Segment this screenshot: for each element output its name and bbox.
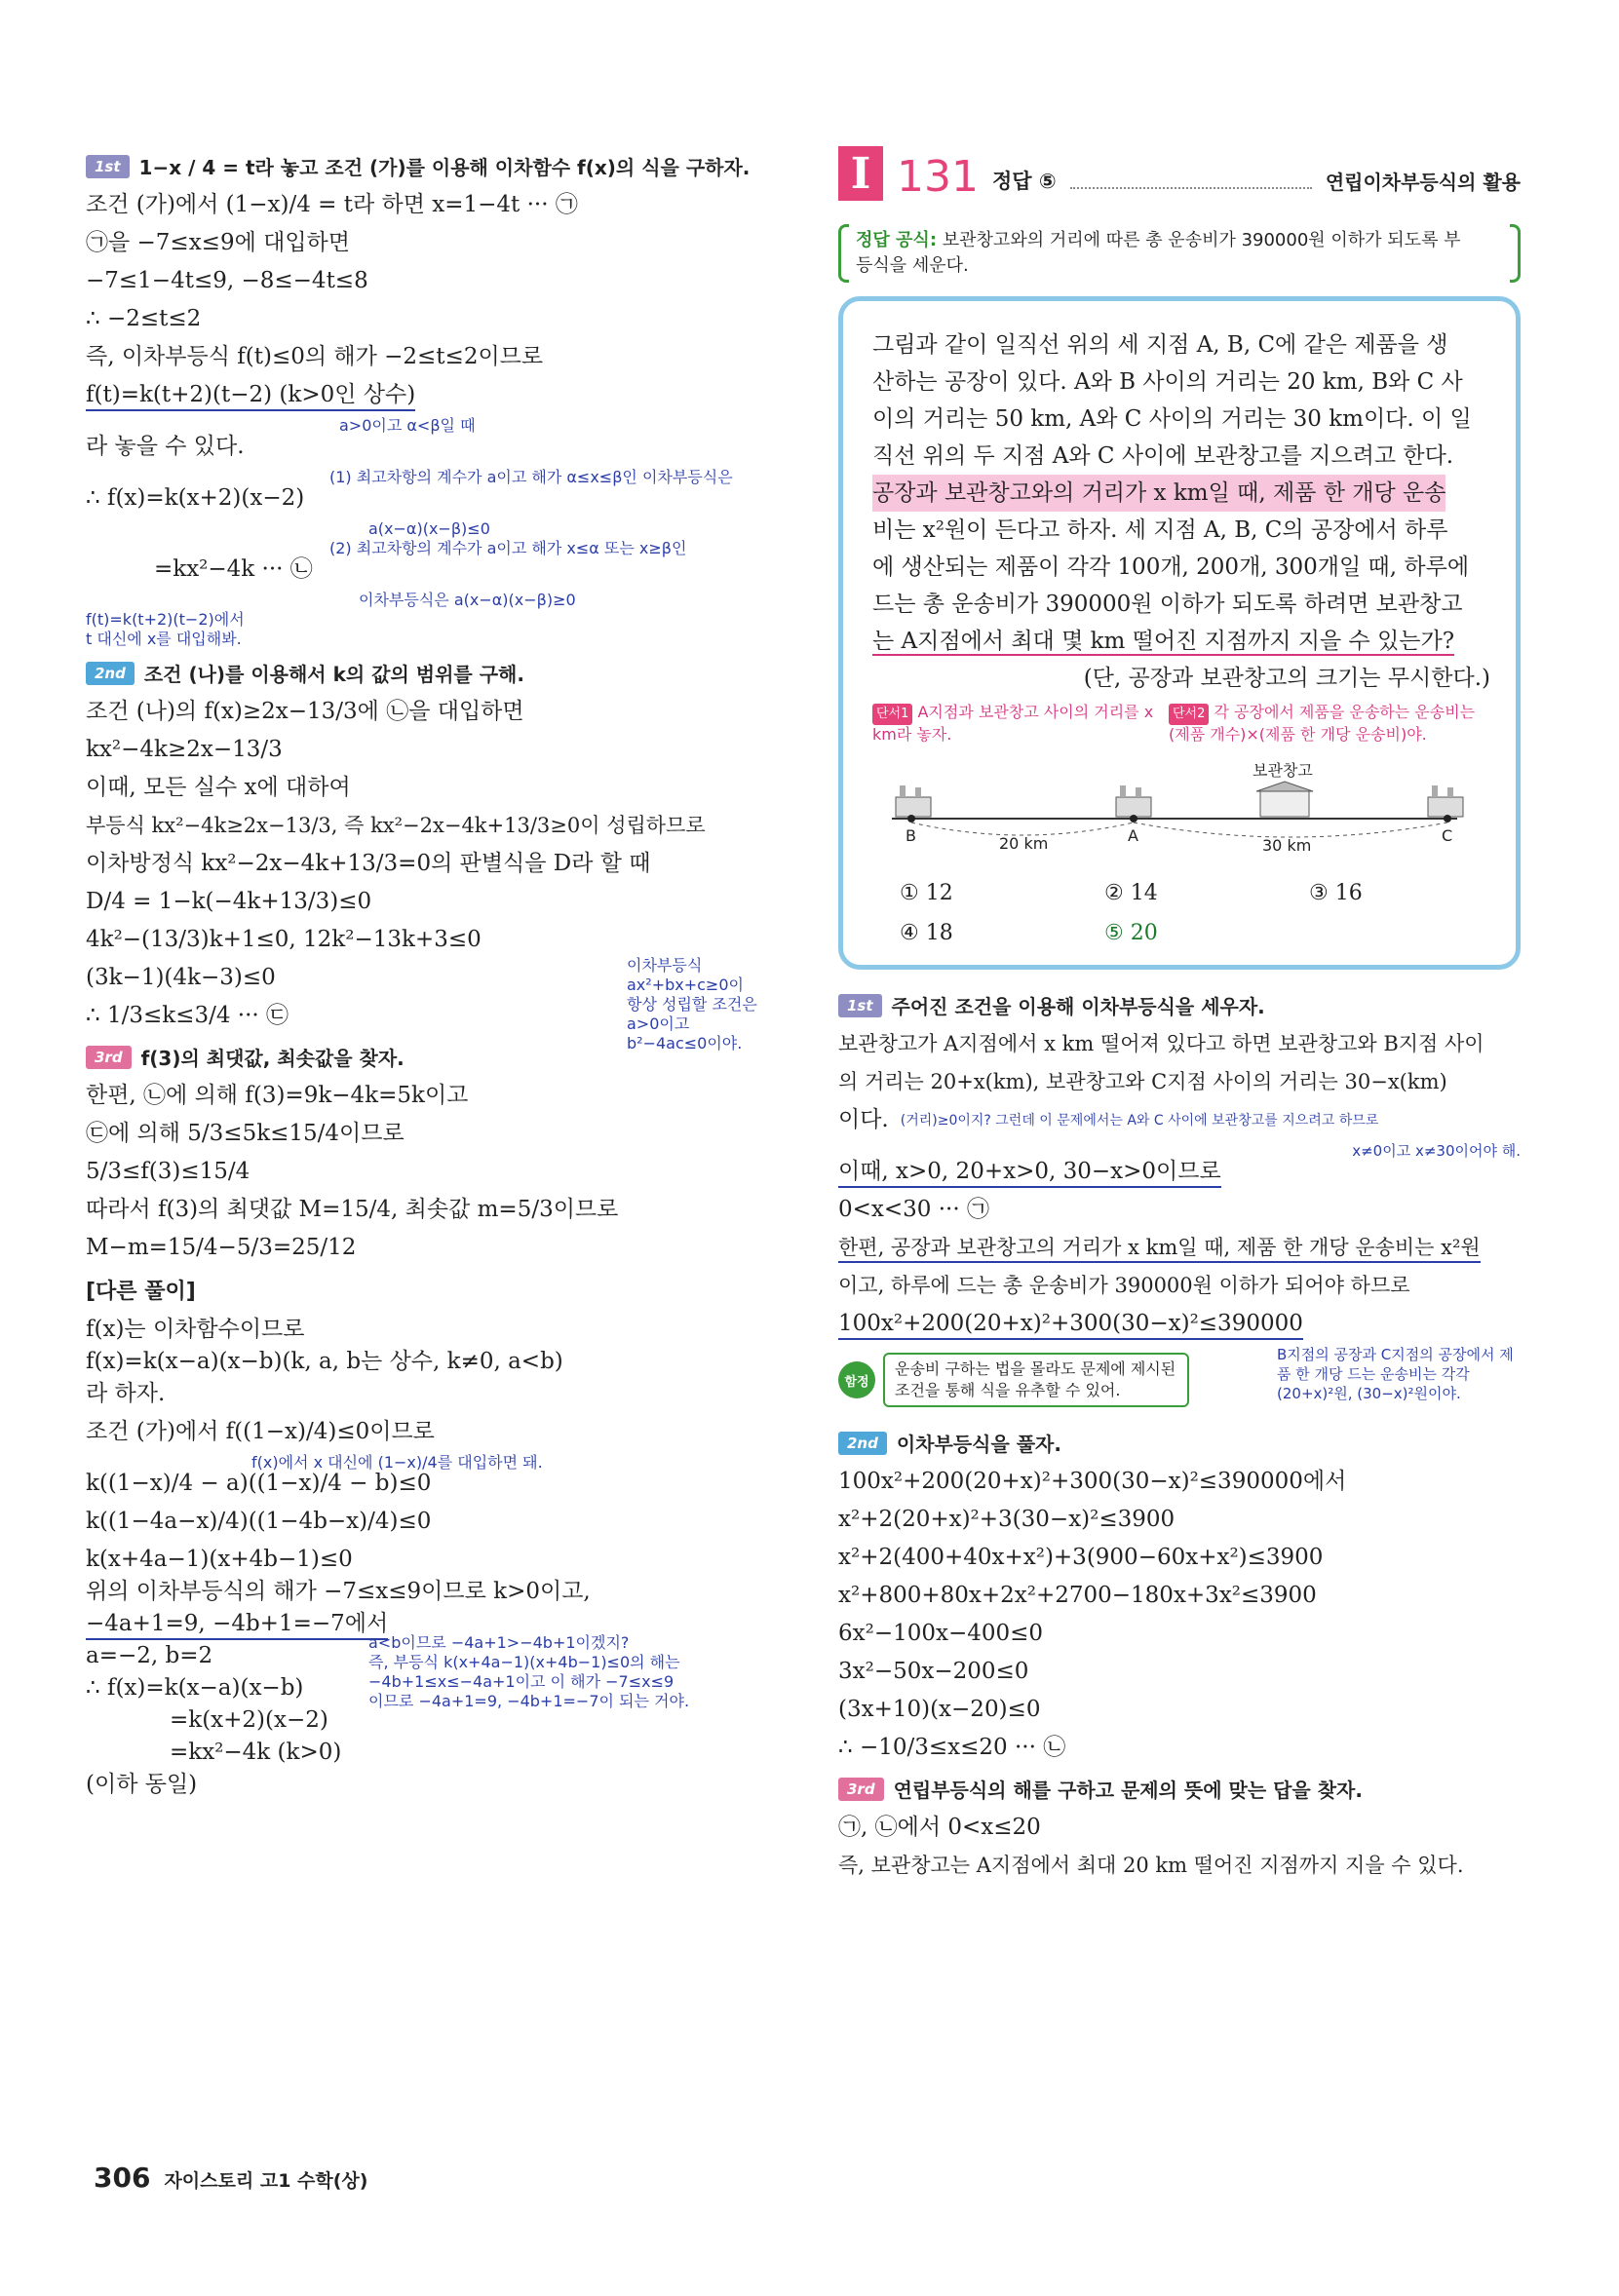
solution-line: (이하 동일) [86, 1772, 198, 1797]
solution-line: x²+800+80x+2x²+2700−180x+3x²≤3900 [838, 1583, 1317, 1608]
solution-line [86, 384, 788, 406]
solution-line: =kx²−4k ··· ㉡ [154, 556, 313, 582]
problem-box [838, 296, 1521, 970]
step-text: 연립부등식의 해를 구하고 문제의 뜻에 맞는 답을 찾자. [893, 1779, 1363, 1802]
solution-line: f(x)는 이차함수이므로 [86, 1317, 305, 1342]
left-column [86, 146, 788, 1806]
step-badge: 2nd [838, 1432, 887, 1455]
label-a: A [1128, 826, 1138, 845]
hint-2 [1169, 703, 1490, 745]
label-b: B [906, 826, 916, 845]
solution-line [838, 1313, 1521, 1335]
solution-line: x²+2(400+40x+x²)+3(900−60x+x²)≤3900 [838, 1545, 1324, 1570]
solution-line: 4k²−(13/3)k+1≤0, 12k²−13k+3≤0 [86, 927, 482, 952]
annotation-note: a>0이고 [627, 1014, 690, 1033]
solution-line: 따라서 f(3)의 최댓값 M=15/4, 최솟값 m=5/3이므로 [86, 1197, 619, 1222]
solution-line [838, 1109, 1521, 1131]
solution-line: D/4 = 1−k(−4k+13/3)≤0 [86, 889, 372, 914]
solution-line: ㉠을 −7≤x≤9에 대입하면 [86, 230, 350, 255]
solution-line: a=−2, b=2 [86, 1643, 213, 1668]
underlined-expression: 한편, 공장과 보관창고의 거리가 x km일 때, 제품 한 개당 운송비는 x²원 [838, 1236, 1481, 1263]
solution-lines-2 [86, 699, 788, 1052]
solution-line: ∴ 1/3≤k≤3/4 ··· ㉢ [86, 1003, 289, 1028]
page-number: 306 [94, 2162, 151, 2194]
solution-line: x²+2(20+x)²+3(30−x)²≤3900 [838, 1507, 1176, 1532]
annotation-note: a<b이므로 −4a+1>−4b+1이겠지? [368, 1633, 630, 1652]
problem-line: 드는 총 운송비가 390000원 이하가 되도록 하려면 보관창고 [872, 592, 1463, 617]
label-c: C [1442, 826, 1453, 845]
solution-line: 위의 이차부등식의 해가 −7≤x≤9이므로 k>0이고, [86, 1579, 591, 1604]
underlined-expression: 이때, x>0, 20+x>0, 30−x>0이므로 [838, 1159, 1221, 1188]
choice-list [872, 881, 1490, 945]
solution-line: k((1−4a−x)/4)((1−4b−x)/4)≤0 [86, 1509, 432, 1534]
solution-line: ∴ f(x)=k(x−a)(x−b) [86, 1675, 304, 1701]
formula-text: 등식을 세운다. [856, 255, 969, 276]
hint-row [872, 703, 1490, 745]
tip-row [838, 1345, 1521, 1423]
solution-line: f(x)=k(x−a)(x−b)(k, a, b는 상수, k≠0, a<b) [86, 1349, 563, 1374]
annotation-note: B지점의 공장과 C지점의 공장에서 제품 한 개당 드는 운송비는 각각 (20+x)²원, (30−x)²원이야. [1277, 1346, 1514, 1402]
annotation-note: x≠0이고 x≠30이어야 해. [1352, 1142, 1521, 1160]
solution-lines-r3 [838, 1817, 1521, 1877]
annotation-note: a>0이고 α<β일 때 [339, 416, 476, 435]
problem-line: (단, 공장과 보관창고의 크기는 무시한다.) [1083, 666, 1490, 691]
factory-diagram [872, 758, 1490, 865]
alt-final-block [86, 1633, 788, 1797]
point-c [1444, 815, 1451, 823]
formula-label: 정답 공식: [856, 230, 938, 250]
problem-line-underlined: 는 A지점에서 최대 몇 km 떨어진 지점까지 지을 수 있는가? [872, 629, 1455, 654]
solution-text: 이다. [838, 1107, 889, 1132]
solution-line: ∴ −10/3≤x≤20 ··· ㉡ [838, 1735, 1066, 1760]
right-column [838, 146, 1521, 1893]
step-text: 1−x / 4 = t라 놓고 조건 (가)를 이용해 이차함수 f(x)의 식을 구하자. [138, 156, 751, 179]
annotation-note: 항상 성립할 조건은 [627, 995, 757, 1014]
solution-line: 5/3≤f(3)≤15/4 [86, 1159, 251, 1184]
solution-line: 즉, 이차부등식 f(t)≤0의 해가 −2≤t≤2이므로 [86, 344, 544, 369]
arc-ac [1134, 823, 1447, 837]
diagram-svg [872, 758, 1477, 865]
step-1-heading [838, 991, 1521, 1019]
alternative-solution-title: [다른 풀이] [86, 1280, 196, 1304]
point-a [1130, 815, 1137, 823]
solution-line: 한편, ㉡에 의해 f(3)=9k−4k=5k이고 [86, 1083, 469, 1108]
solution-line [838, 1237, 1521, 1259]
solution-line: (3k−1)(4k−3)≤0 [86, 965, 276, 990]
choice-3[interactable]: ③ 16 [1309, 881, 1363, 905]
solution-line: ∴ f(x)=k(x+2)(x−2) [86, 485, 305, 511]
problem-line: 이의 거리는 50 km, A와 C 사이의 거리는 30 km이다. 이 일 [872, 406, 1472, 432]
solution-line: −7≤1−4t≤9, −8≤−4t≤8 [86, 268, 368, 293]
solution-line: k(x+4a−1)(x+4b−1)≤0 [86, 1547, 353, 1572]
step-badge: 2nd [86, 662, 135, 685]
hint-text: A지점과 보관창고 사이의 거리를 x km라 놓자. [872, 703, 1154, 744]
choice-1[interactable]: ① 12 [900, 881, 953, 905]
solution-line: 라 하자. [86, 1381, 166, 1406]
hint-text: 각 공장에서 제품을 운송하는 운송비는 (제품 개수)×(제품 한 개당 운송비)야. [1169, 703, 1476, 744]
step-badge: 1st [86, 155, 130, 178]
annotation-group [627, 956, 757, 1053]
trap-badge: 함정 [838, 1361, 875, 1398]
underlined-expression: f(t)=k(t+2)(t−2) (k>0인 상수) [86, 382, 415, 411]
problem-line: 산하는 공장이 있다. A와 B 사이의 거리는 20 km, B와 C 사 [872, 369, 1463, 395]
solution-line: 의 거리는 20+x(km), 보관창고와 C지점 사이의 거리는 30−x(km) [838, 1070, 1447, 1093]
underlined-expression: 100x²+200(20+x)²+300(30−x)²≤390000 [838, 1311, 1303, 1340]
solution-line: ㉠, ㉡에서 0<x≤20 [838, 1815, 1041, 1840]
solution-line: (3x+10)(x−20)≤0 [838, 1697, 1041, 1722]
annotation-note: t 대신에 x를 대입해봐. [86, 630, 242, 648]
step-badge: 1st [838, 994, 882, 1017]
point-b [907, 815, 915, 823]
trap-text: 운송비 구하는 법을 몰라도 문제에 제시된 조건을 통해 식을 유추할 수 있어. [883, 1353, 1189, 1407]
problem-number: 131 [897, 152, 979, 202]
warehouse-icon [1256, 782, 1313, 817]
hint-tag: 단서2 [1169, 704, 1209, 725]
book-title: 자이스토리 고1 수학(상) [164, 2170, 368, 2192]
annotation-note: f(t)=k(t+2)(t−2)에서 [86, 610, 245, 629]
solution-line: 즉, 보관창고는 A지점에서 최대 20 km 떨어진 지점까지 지을 수 있다. [838, 1854, 1464, 1877]
factory-icon [896, 785, 931, 817]
solution-line: 3x²−50x−200≤0 [838, 1659, 1029, 1684]
page-footer [94, 2162, 367, 2194]
underlined-expression: −4a+1=9, −4b+1=−7에서 [86, 1611, 388, 1640]
annotation-note: a(x−α)(x−β)≤0 [368, 519, 490, 538]
answer-label: 정답 ⑤ [991, 170, 1057, 193]
solution-line: 라 놓을 수 있다. [86, 434, 245, 459]
step-text: 조건 (나)를 이용해서 k의 값의 범위를 구해. [143, 663, 524, 686]
annotation-note: ax²+bx+c≥0이 [627, 976, 744, 994]
annotation-group [368, 1633, 689, 1711]
trap-tip [838, 1353, 1189, 1407]
step-badge: 3rd [838, 1778, 884, 1801]
solution-line: 부등식 kx²−4k≥2x−13/3, 즉 kx²−2x−4k+13/3≥0이 성립하므로 [86, 814, 706, 837]
annotation-note: 이차부등식은 a(x−α)(x−β)≥0 [359, 591, 576, 609]
problem-line: 에 생산되는 제품이 각각 100개, 200개, 300개일 때, 하루에 [872, 555, 1470, 580]
solution-line: 조건 (나)의 f(x)≥2x−13/3에 ㉡을 대입하면 [86, 699, 524, 724]
solution-line: kx²−4k≥2x−13/3 [86, 737, 283, 762]
solution-line: =k(x+2)(x−2) [170, 1707, 328, 1733]
annotation-note: 이므로 −4a+1=9, −4b+1=−7이 되는 거야. [368, 1692, 690, 1710]
problem-line: 직선 위의 두 지점 A와 C 사이에 보관창고를 지으려고 한다. [872, 443, 1454, 469]
solution-line: ㉢에 의해 5/3≤5k≤15/4이므로 [86, 1121, 405, 1146]
step-1-heading [86, 152, 788, 180]
answer-formula-box [838, 224, 1521, 283]
solution-line: M−m=15/4−5/3=25/12 [86, 1235, 357, 1260]
annotation-note: 이차부등식 [627, 956, 703, 975]
annotation-note: −4b+1≤x≤−4a+1이고 이 해가 −7≤x≤9 [368, 1672, 675, 1691]
step-2-heading [86, 659, 788, 687]
hint-tag: 단서1 [872, 704, 912, 725]
step-3-heading [838, 1775, 1521, 1803]
problem-line: 비는 x²원이 든다고 하자. 세 지점 A, B, C의 공장에서 하루 [872, 517, 1448, 543]
leader-dots [1070, 187, 1312, 189]
solution-line: 이차방정식 kx²−2x−4k+13/3=0의 판별식을 D라 할 때 [86, 851, 651, 876]
solution-lines-3 [86, 1085, 788, 1259]
solution-line: k((1−x)/4 − a)((1−x)/4 − b)≤0 [86, 1471, 432, 1496]
factory-icon [1428, 785, 1463, 817]
choice-5-correct[interactable]: ⑤ 20 [1104, 921, 1158, 945]
solution-line: 조건 (가)에서 (1−x)/4 = t라 하면 x=1−4t ··· ㉠ [86, 192, 578, 217]
hint-1 [872, 703, 1155, 745]
solution-line: 100x²+200(20+x)²+300(30−x)²≤390000에서 [838, 1469, 1347, 1494]
solution-line: 이고, 하루에 드는 총 운송비가 390000원 이하가 되어야 하므로 [838, 1274, 1410, 1297]
annotation-note: 즉, 부등식 k(x+4a−1)(x+4b−1)≤0의 해는 [368, 1653, 680, 1671]
distance-ba: 20 km [999, 834, 1049, 853]
annotation-note: b²−4ac≤0이야. [627, 1034, 743, 1052]
step-text: 이차부등식을 풀자. [896, 1433, 1061, 1456]
solution-line [838, 1161, 1521, 1183]
step-text: 주어진 조건을 이용해 이차부등식을 세우자. [891, 995, 1265, 1018]
choice-4[interactable]: ④ 18 [900, 921, 953, 945]
solution-line: 이때, 모든 실수 x에 대하여 [86, 775, 351, 800]
annotation-note: f(x)에서 x 대신에 (1−x)/4를 대입하면 돼. [251, 1453, 543, 1472]
step-badge: 3rd [86, 1046, 132, 1069]
problem-line [872, 623, 1490, 660]
solution-lines-1 [86, 194, 788, 649]
solution-line: ∴ −2≤t≤2 [86, 306, 202, 331]
step-text: f(3)의 최댓값, 최솟값을 찾자. [140, 1047, 405, 1070]
warehouse-label: 보관창고 [1253, 761, 1313, 780]
problem-line-highlighted: 공장과 보관창고와의 거리가 x km일 때, 제품 한 개당 운송 [872, 475, 1446, 512]
solution-line: 보관창고가 A지점에서 x km 떨어져 있다고 하면 보관창고와 B지점 사이 [838, 1032, 1484, 1055]
step-2-heading [838, 1429, 1521, 1457]
annotation-note: (2) 최고차항의 계수가 a이고 해가 x≤α 또는 x≥β인 [329, 539, 687, 557]
annotation-note: (거리)≥0이지? 그런데 이 문제에서는 A와 C 사이에 보관창고를 지으려고 하므로 [900, 1112, 1379, 1129]
choice-2[interactable]: ② 14 [1104, 881, 1158, 905]
formula-text: 보관창고와의 거리에 따른 총 운송비가 390000원 이하가 되도록 부 [942, 230, 1461, 250]
solution-lines-r1 [838, 1033, 1521, 1423]
topic-label: 연립이차부등식의 활용 [1325, 171, 1521, 194]
solution-line: 0<x<30 ··· ㉠ [838, 1197, 989, 1222]
factory-icon [1116, 785, 1151, 817]
solution-line: =kx²−4k (k>0) [170, 1740, 342, 1765]
alternative-solution [86, 1319, 788, 1796]
solution-line [86, 1613, 788, 1635]
solution-lines-r2 [838, 1471, 1521, 1759]
distance-ac: 30 km [1262, 836, 1312, 855]
solution-line: 조건 (가)에서 f((1−x)/4)≤0이므로 [86, 1419, 435, 1444]
problem-line: 그림과 같이 일직선 위의 세 지점 A, B, C에 같은 제품을 생 [872, 332, 1448, 358]
solution-line: 6x²−100x−400≤0 [838, 1621, 1044, 1646]
problem-header [838, 146, 1521, 201]
annotation-note: (1) 최고차항의 계수가 a이고 해가 α≤x≤β인 이차부등식은 [329, 468, 733, 486]
chapter-roman: I [838, 146, 883, 201]
